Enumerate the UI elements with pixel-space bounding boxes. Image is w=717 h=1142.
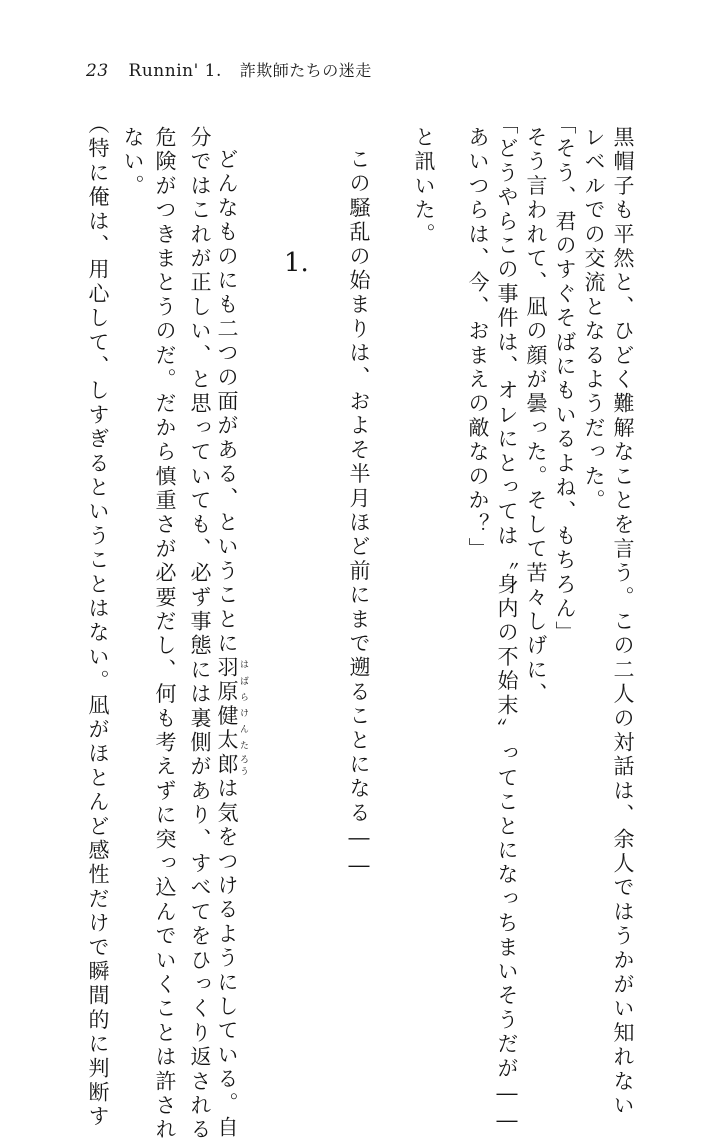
chapter-title: 詐欺師たちの迷走 (239, 61, 372, 80)
chapter-label: Runnin' 1. (128, 61, 222, 81)
text-column-10: 分ではこれが正しい、と思っていても、必ず事態には裏側があり、すべてをひっくり返される (188, 126, 212, 1142)
text-column-9-part-1: どんなものにも二つの面がある、ということに (215, 148, 239, 657)
text-column-9-part-2: は気をつけるようにしている。自 (215, 777, 239, 1141)
ruby-base-1: 羽原健太 (215, 656, 239, 754)
running-header (86, 60, 372, 82)
text-column-3: 「そう、君のすぐそばにもいるよね、もちろん」 (553, 113, 577, 646)
ruby-base-2: 郎 (215, 753, 239, 778)
page-number: 23 (86, 61, 109, 81)
text-column-9 (215, 148, 248, 1141)
section-heading: 1. (284, 248, 309, 278)
text-column-5: 「どうやらこの事件は、オレにとっては〝身内の不始末〟ってことになっちまいそうだが―― (495, 113, 519, 1136)
text-column-4: そう言われて、凪の顔が曇った。そして苦々しげに、 (524, 126, 548, 707)
text-column-1: 黒帽子も平然と、ひどく難解なことを言う。この二人の対話は、余人ではうかがい知れない (611, 126, 635, 1119)
text-column-7: と訊いた。 (412, 126, 436, 247)
furigana-rou (215, 753, 248, 778)
text-column-11: 危険がつきまとうのだ。だから慎重さが必要だし、何も考えずに突っ込んでいくことは許され (153, 126, 177, 1142)
ruby-reading-1: はばらけんた (238, 656, 248, 754)
text-column-12: ない。 (121, 126, 145, 199)
furigana-hanehara-kenta (215, 656, 248, 754)
ruby-reading-2: ろう (238, 753, 248, 778)
text-column-13: （特に俺は、用心して、しすぎるということはない。凪がほとんど感性だけで瞬間的に判断す (86, 113, 110, 1130)
text-column-6: あいつらは、今、おまえの敵なのか？」 (466, 126, 490, 562)
text-column-2: レベルでの交流となるようだった。 (582, 126, 606, 514)
text-column-8: この騒乱の始まりは、およそ半月ほど前にまで遡ることになる―― (347, 148, 371, 880)
